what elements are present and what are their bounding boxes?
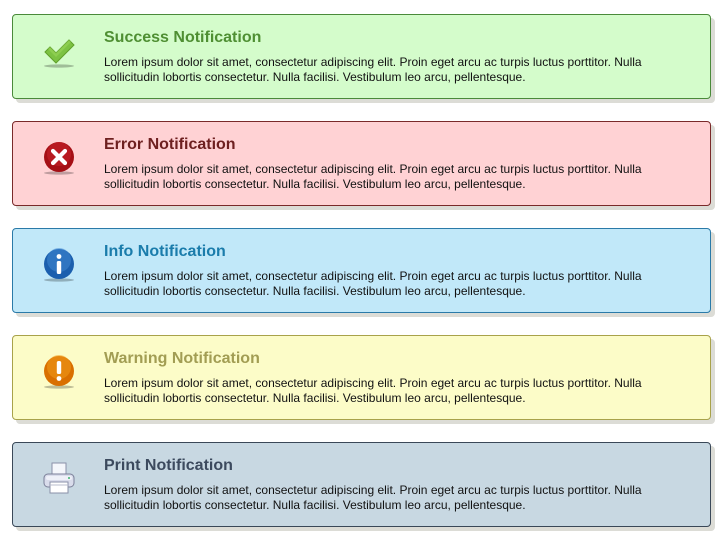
- notification-title: Success Notification: [104, 29, 262, 46]
- notification-title: Print Notification: [104, 457, 233, 474]
- printer-icon: [41, 461, 77, 497]
- print-notification: [12, 442, 711, 527]
- success-notification: [12, 14, 711, 99]
- notification-body: Lorem ipsum dolor sit amet, consectetur adipiscing elit. Proin eget arcu ac turpis luctus porttitor. Nulla sollicitudin lobortis consectetur. Nulla facilisi. Vestibulum leo arcu, pellentesque.: [104, 376, 642, 405]
- info-icon: [41, 247, 77, 283]
- error-x-icon: [41, 140, 77, 176]
- notification-title: Warning Notification: [104, 350, 260, 367]
- notification-title: Error Notification: [104, 136, 236, 153]
- warning-notification: [12, 335, 711, 420]
- warning-exclamation-icon: [41, 354, 77, 390]
- notification-title: Info Notification: [104, 243, 226, 260]
- checkmark-icon: [41, 33, 77, 69]
- error-notification: [12, 121, 711, 206]
- notification-body: Lorem ipsum dolor sit amet, consectetur adipiscing elit. Proin eget arcu ac turpis luctus porttitor. Nulla sollicitudin lobortis consectetur. Nulla facilisi. Vestibulum leo arcu, pellentesque.: [104, 483, 642, 512]
- notification-body: Lorem ipsum dolor sit amet, consectetur adipiscing elit. Proin eget arcu ac turpis luctus porttitor. Nulla sollicitudin lobortis consectetur. Nulla facilisi. Vestibulum leo arcu, pellentesque.: [104, 269, 642, 298]
- info-notification: [12, 228, 711, 313]
- notification-body: Lorem ipsum dolor sit amet, consectetur adipiscing elit. Proin eget arcu ac turpis luctus porttitor. Nulla sollicitudin lobortis consectetur. Nulla facilisi. Vestibulum leo arcu, pellentesque.: [104, 55, 642, 84]
- notification-body: Lorem ipsum dolor sit amet, consectetur adipiscing elit. Proin eget arcu ac turpis luctus porttitor. Nulla sollicitudin lobortis consectetur. Nulla facilisi. Vestibulum leo arcu, pellentesque.: [104, 162, 642, 191]
